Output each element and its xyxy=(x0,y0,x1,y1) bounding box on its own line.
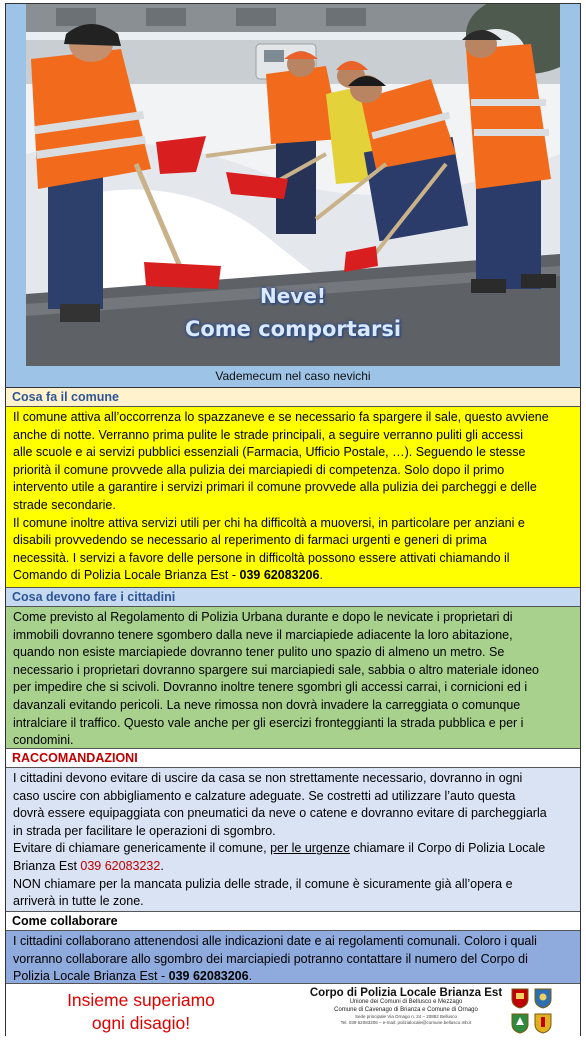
text-line: I cittadini devono evitare di uscire da casa se non strettamente necessario, dovranno in ogni xyxy=(13,771,523,785)
municipal-crest-icon xyxy=(510,987,530,1009)
municipal-crest-icon xyxy=(510,1012,530,1034)
police-phone-number[interactable]: 039 62083206 xyxy=(168,969,249,984)
text-line: necessità. I servizi a favore delle persone in difficoltà possono essere attivati chiamando il xyxy=(13,550,510,565)
text-line: intralciare il traffico. Questo vale anche per gli esercizi fronteggianti la strada pubblica e per i xyxy=(13,715,524,730)
text-line: quando non esiste marciapiede dovranno tener pulito uno spazio di almeno un metro. Se xyxy=(13,645,505,660)
text-line: condomini. xyxy=(13,733,74,748)
urgent-phone-number[interactable]: 039 62083232 xyxy=(80,858,161,873)
slogan xyxy=(26,989,256,1035)
phone-label: Polizia Locale Brianza Est - xyxy=(13,969,169,984)
section-body-comune xyxy=(6,407,580,588)
text-line: vorranno collaborare allo sgombro dei marciapiedi potranno contattare il numero del Corpo di xyxy=(13,951,528,966)
org-name: Corpo di Polizia Locale Brianza Est xyxy=(309,987,503,999)
text-line: alle scuole e ai servizi pubblici essenziali (Farmacia, Ufficio Postale, …). Seguendo le stesse xyxy=(13,445,526,460)
section-body-raccomandazioni xyxy=(6,768,580,912)
section-heading-comune: Cosa fa il comune xyxy=(6,388,580,407)
text-line: strade secondarie. xyxy=(13,497,116,512)
slogan-line: ogni disagio! xyxy=(91,1013,191,1033)
section-body-collaborare xyxy=(6,931,580,984)
municipal-crest-icon xyxy=(533,987,553,1009)
org-address: Sede principale Via Ornago n. 24 – 20882 Bellusco xyxy=(355,1014,457,1019)
slogan-line: Insieme superiamo xyxy=(67,990,215,1010)
police-letterhead xyxy=(306,987,506,1026)
text-line-urgenze xyxy=(13,840,574,858)
text-line: Come previsto al Regolamento di Polizia Urbana durante e dopo le nevicate i proprietari di xyxy=(13,610,513,624)
text-line: anche di notte. Verranno prima pulite le strade principali, a seguire verranno puliti gli accessi xyxy=(13,427,524,442)
text-line: Il comune attiva all’occorrenza lo spazzaneve e se necessario fa spargere il sale, questo avviene xyxy=(13,410,549,424)
police-phone-number[interactable]: 039 62083206 xyxy=(239,568,320,583)
call-text: Evitare di chiamare genericamente il comune, xyxy=(13,841,271,856)
phone-label: Comando di Polizia Locale Brianza Est - xyxy=(13,568,240,583)
text-line: priorità il comune provvede alla pulizia dei marciapiedi di competenza. Solo dopo il primo xyxy=(13,462,505,477)
text-line: in strada per facilitare le operazioni di sgombro. xyxy=(13,823,276,838)
photo-frame xyxy=(6,4,580,388)
text-line: necessario i proprietari dovranno spargere sui marciapiedi sale, sabbia o altro materiale idoneo xyxy=(13,662,539,677)
banner-subtitle: Come comportarsi xyxy=(184,317,402,341)
period: . xyxy=(319,568,323,583)
flyer xyxy=(5,3,581,1036)
urgenze-emphasis: per le urgenze xyxy=(270,841,350,856)
municipal-crest-icon xyxy=(533,1012,553,1034)
banner-title: Neve! xyxy=(259,284,327,308)
snow-shoveling-photo xyxy=(26,4,560,366)
text-line: Il comune inoltre attiva servizi utili per chi ha difficoltà a muoversi, in particolare per anziani e xyxy=(13,515,525,530)
period: . xyxy=(248,969,253,984)
section-heading-cittadini: Cosa devono fare i cittadini xyxy=(6,588,580,607)
text-line: dovrà essere equipaggiata con pneumatici da neve o catene e dovranno evitare di parcheggiarla xyxy=(13,806,547,821)
text-line-urgent-phone xyxy=(13,858,574,876)
call-text: chiamare il Corpo di Polizia Locale xyxy=(350,841,546,856)
photo-caption: Vademecum nel caso nevichi xyxy=(215,369,371,383)
text-line: arriverà in tutte le zone. xyxy=(13,894,144,909)
org-municipalities: Comune di Cavenago di Brianza e Comune di Ornago xyxy=(334,1006,478,1013)
text-line: immobili dovranno tenere sgombero dalla neve il marciapiede adiacente la loro abitazione, xyxy=(13,627,513,642)
text-line: caso uscire con abbigliamento e calzature adeguate. Se costretti ad utilizzare l’auto questa xyxy=(13,788,516,803)
text-line: per impedire che si scivoli. Dovranno inoltre tenere sgombri gli accessi carrai, i cornicioni ed i xyxy=(13,680,528,695)
text-line: intervento utile a garantire i servizi primari il comune provvede alla pulizia dei parcheggi e delle xyxy=(13,480,537,495)
org-union: Unione dei Comuni di Bellusco e Mezzago xyxy=(349,999,463,1005)
text-line: I cittadini collaborano attenendosi alle indicazioni date e ai regolamenti comunali. Coloro i quali xyxy=(13,934,537,948)
period: . xyxy=(160,858,164,873)
section-body-cittadini xyxy=(6,607,580,749)
footer xyxy=(6,984,580,1036)
call-text: Brianza Est xyxy=(13,858,81,873)
org-contact: Tel. 039 62083206 – e-mail: polizialocale@comune.bellusco.mb.it xyxy=(340,1020,472,1025)
section-heading-collaborare: Come collaborare xyxy=(6,912,580,931)
section-heading-raccomandazioni: RACCOMANDAZIONI xyxy=(6,749,580,768)
text-line-phone xyxy=(13,567,574,585)
text-line: davanzali evitando pericoli. La neve rimossa non dovrà invadere la carreggiata o comunque xyxy=(13,697,521,712)
text-line: NON chiamare per la mancata pulizia delle strade, il comune è sicuramente già all’opera e xyxy=(13,876,513,891)
snow-shoveling-illustration xyxy=(26,4,560,366)
text-line: disabili provvedendo se necessario al reperimento di farmaci urgenti e generi di prima xyxy=(13,533,487,548)
